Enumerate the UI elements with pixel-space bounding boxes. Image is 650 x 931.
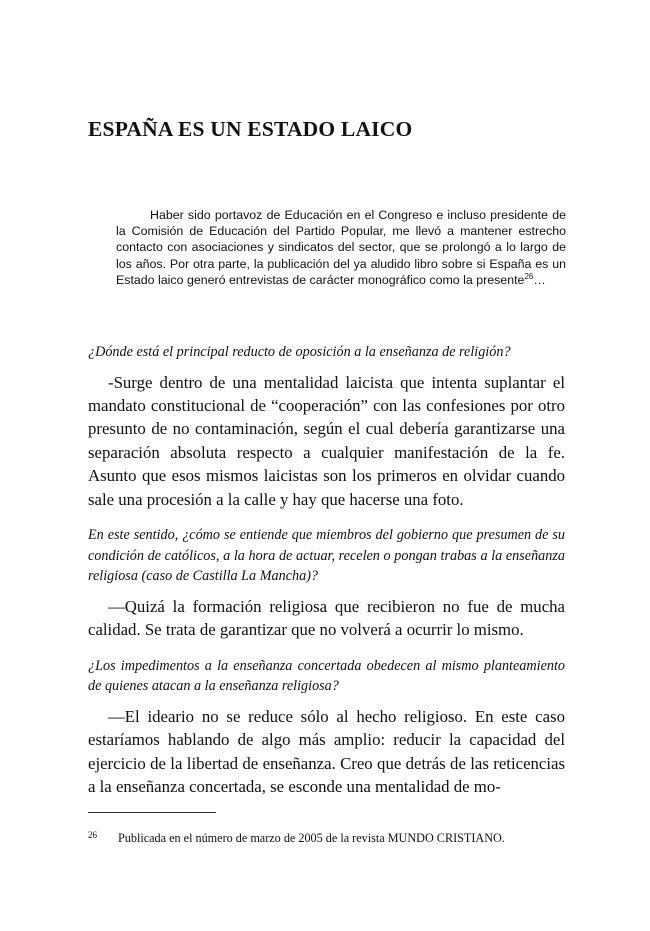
intro-paragraph [116,207,566,288]
question-1: ¿Dónde está el principal reducto de oposición a la enseñanza de religión? [88,344,511,360]
answer-2: —Quizá la formación religiosa que recibieron no fue de mucha calidad. Se trata de garantizar que no volverá a ocurrir lo mismo. [88,596,565,640]
answer-1: -Surge dentro de una mentalidad laicista que intenta suplantar el mandato constitucional de “cooperación” con las confesiones por otro presunto de no contaminación, según el cual debería garantizarse una separación absoluta respecto a cualquier manifestación de la fe. Asunto que esos mismos laicistas son los primeros en olvidar cuando sale una procesión a la calle y hay que hacerse una foto. [88,372,565,509]
question-3: ¿Los impedimentos a la enseñanza concertada obedecen al mismo planteamiento de quienes atacan a la enseñanza religiosa? [88,657,565,695]
footnote-text: Publicada en el número de marzo de 2005 de la revista MUNDO CRISTIANO. [118,831,505,845]
question-2: En este sentido, ¿cómo se entiende que miembros del gobierno que presumen de su condición de católicos, a la hora de actuar, recelen o pongan trabas a la enseñanza religiosa (caso de Castilla La Mancha)? [88,527,565,585]
interview-body [88,342,565,812]
footnote [88,827,565,847]
footnote-separator [88,812,216,813]
footnote-number: 26 [88,830,97,840]
intro-ellipsis: … [533,272,546,287]
answer-3: —El ideario no se reduce sólo al hecho religioso. En este caso estaríamos hablando de algo más amplio: reducir la capacidad del ejercicio de la libertad de enseñanza. Creo que detrás de las reticencias a la enseñanza concertada, se esconde una mentalidad de mo- [88,706,565,797]
footnote-reference: 26 [524,271,534,281]
intro-text: Haber sido portavoz de Educación en el Congreso e incluso presidente de la Comisión de Educación del Partido Popular, me llevó a mantener estrecho contacto con asociaciones y sindicatos del sector, que se prolongó a lo largo de los años. Por otra parte, la publicación del ya aludido libro sobre si España es un Estado laico generó entrevistas de carácter monográfico como la presente [116,208,566,287]
chapter-title: ESPAÑA ES UN ESTADO LAICO [88,117,413,141]
